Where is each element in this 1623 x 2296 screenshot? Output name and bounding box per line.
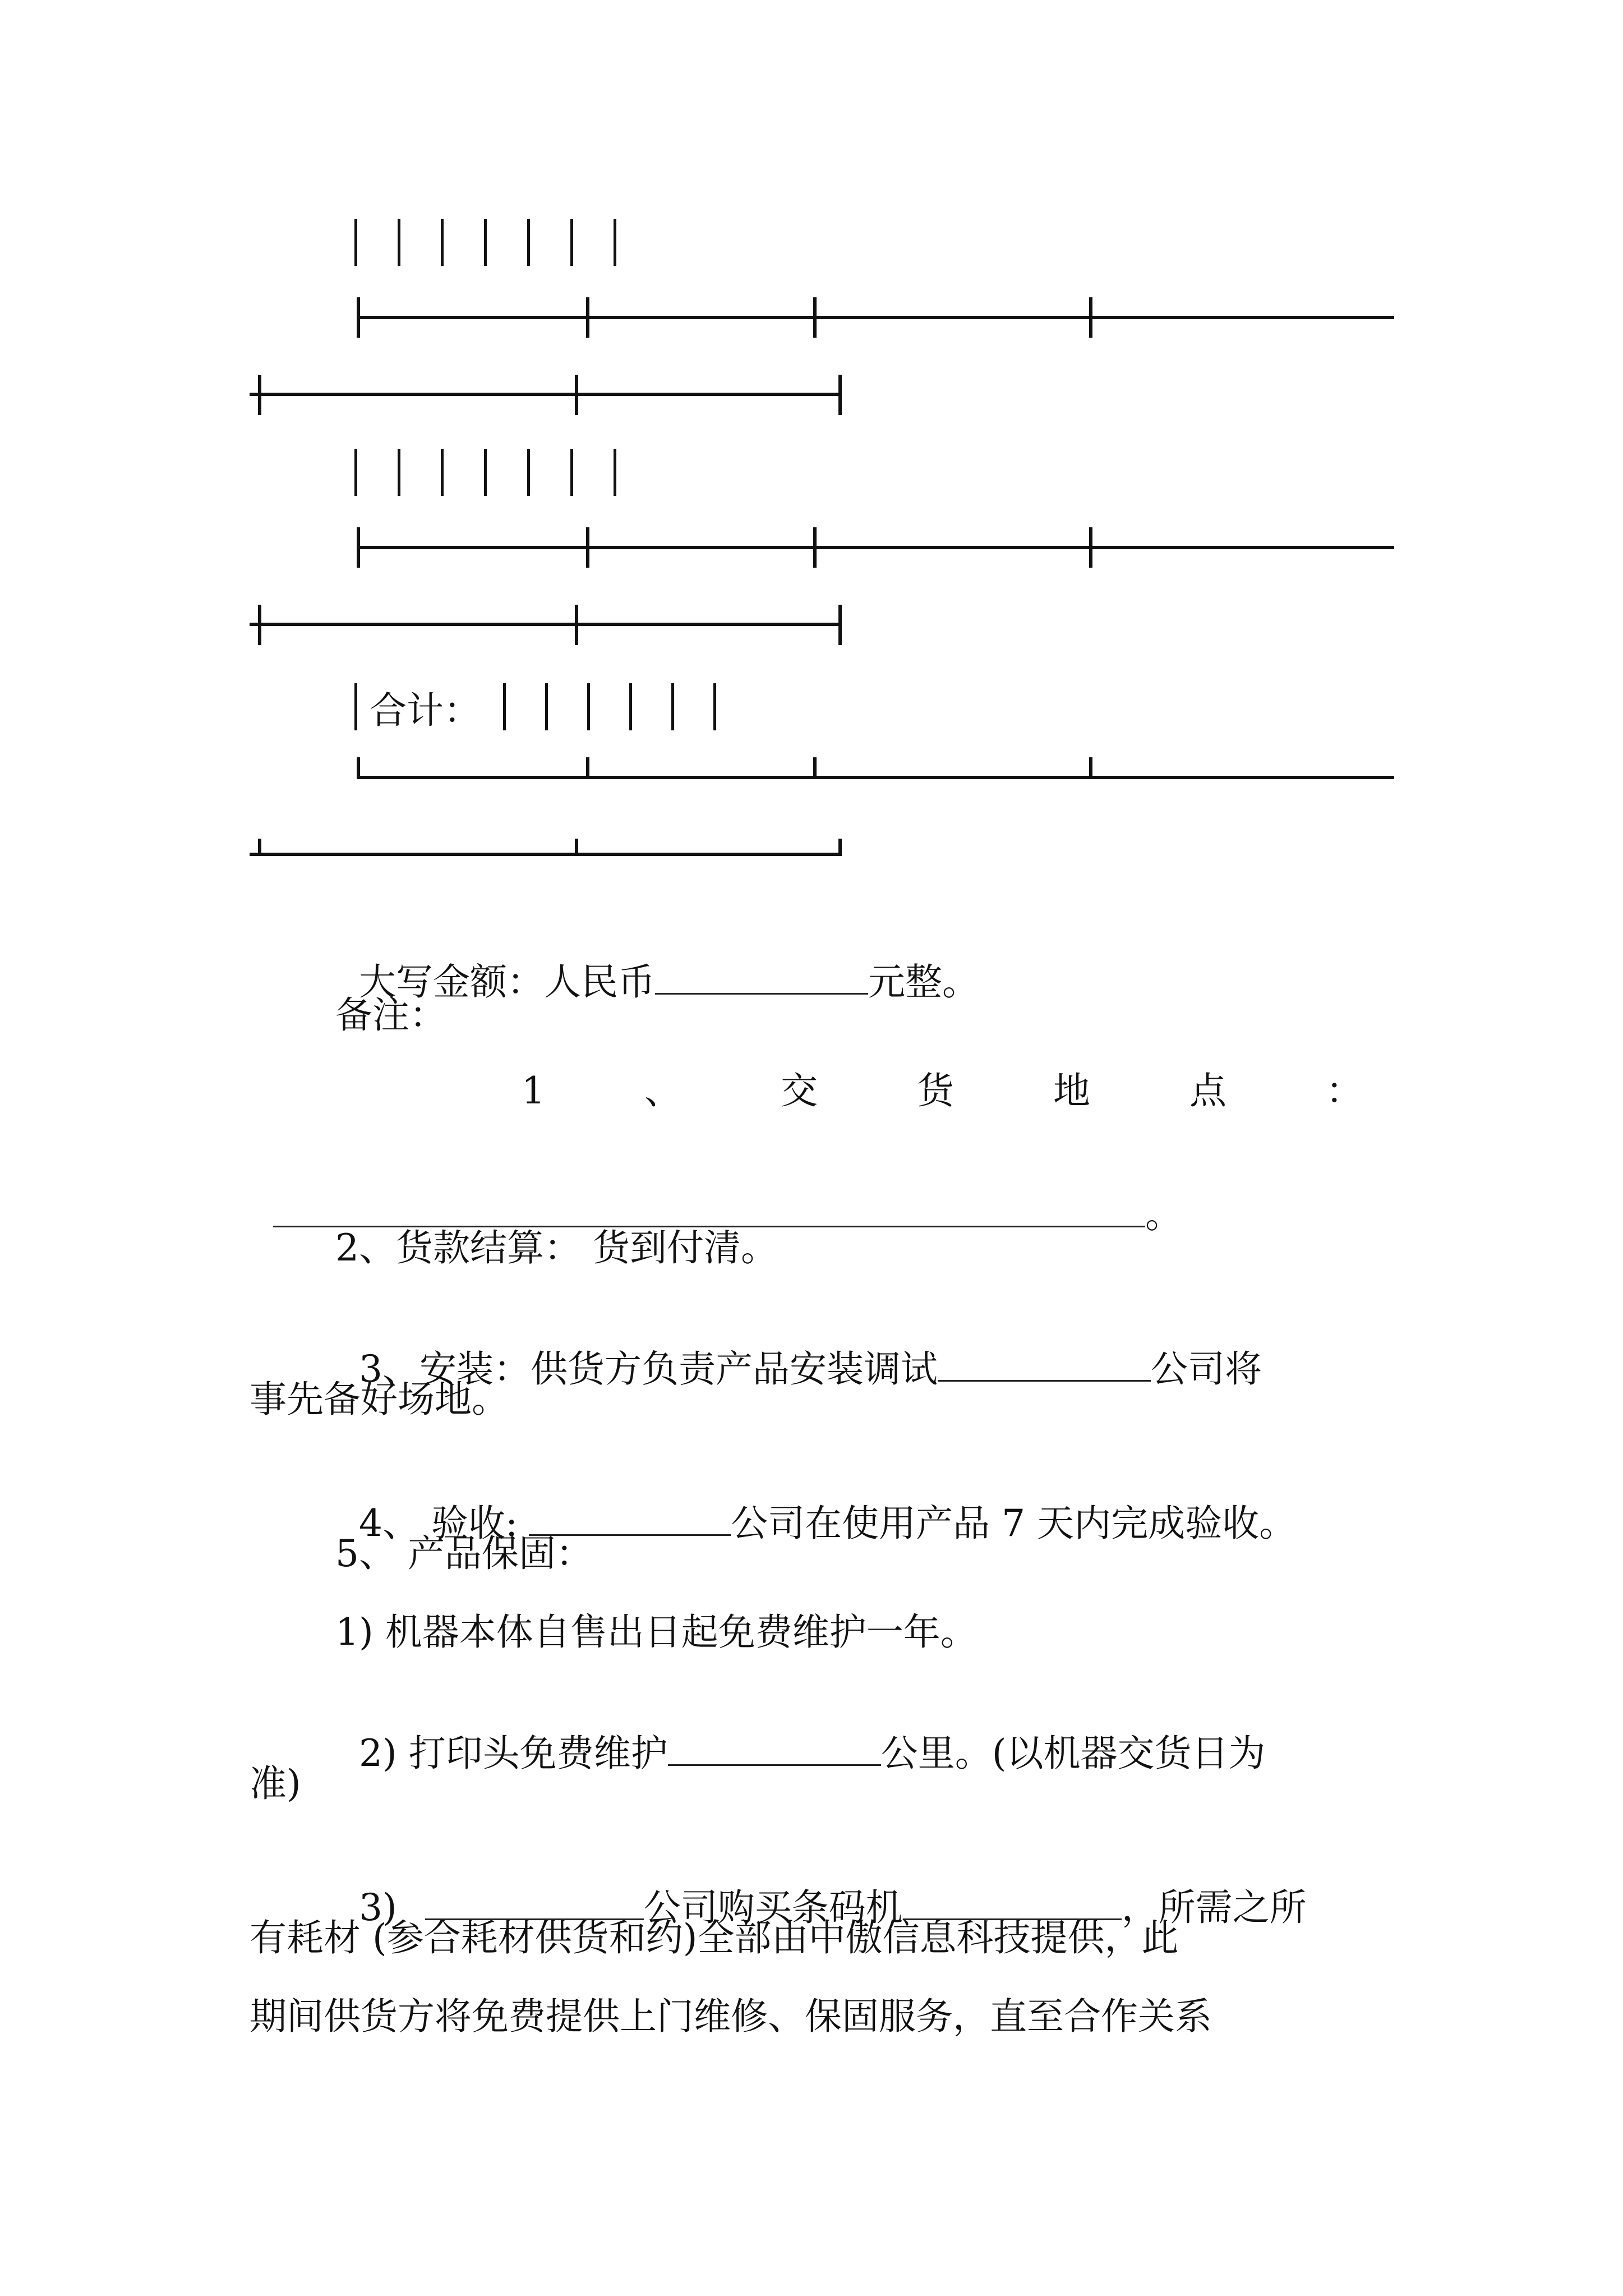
item4-line: 4、 验收: 公司在使用产品 7 天内完成验收。 [358,1502,1297,1545]
item5-2-line: 2) 打印头免费维护 公里。(以机器交货日为 [358,1732,1266,1775]
table-row-2-bars [354,449,657,499]
item5-3-line: 3) 公司购买条码机 ，所需之所 [358,1886,1307,1929]
table-total-label: 合计： [370,688,481,732]
table-row-1-bars [354,219,657,269]
item3-cont-line: 事先备好场地。 [250,1378,509,1421]
item1-line: 1 、 交 货 地 点 ： [522,1069,1363,1112]
table-total-row [354,682,757,732]
acceptance-company-blank[interactable] [529,1501,731,1536]
barcode-machine-blank[interactable] [903,1885,1122,1920]
printhead-km-blank[interactable] [668,1731,881,1766]
item5-line: 5、 产品保固： [335,1532,593,1575]
item5-3-line2: 有耗材 (参合耗材供货和约)全部由中傲信息科技提供，此 [250,1916,1179,1959]
delivery-location-blank[interactable] [273,1192,1145,1227]
amount-blank[interactable] [655,959,868,995]
item1-blank-line: 。 [250,1147,1182,1237]
item5-1-line: 1) 机器本体自售出日起免费维护一年。 [335,1611,978,1654]
install-company-blank[interactable] [938,1346,1151,1382]
item3-line: 3、安装：供货方负责产品安装调试 公司将 [358,1347,1262,1391]
item2-line: 2、货款结算： 货到付清。 [335,1226,778,1269]
item5-3-line3: 期间供货方将免费提供上门维修、保固服务，直至合作关系 [250,1995,1212,2038]
remarks-heading: 备注： [335,993,446,1037]
item5-2-cont-line: 准) [250,1762,301,1805]
buyer-company-blank[interactable] [425,1885,644,1920]
amount-line: 大写金额：人民币 元整。 [358,960,979,1004]
